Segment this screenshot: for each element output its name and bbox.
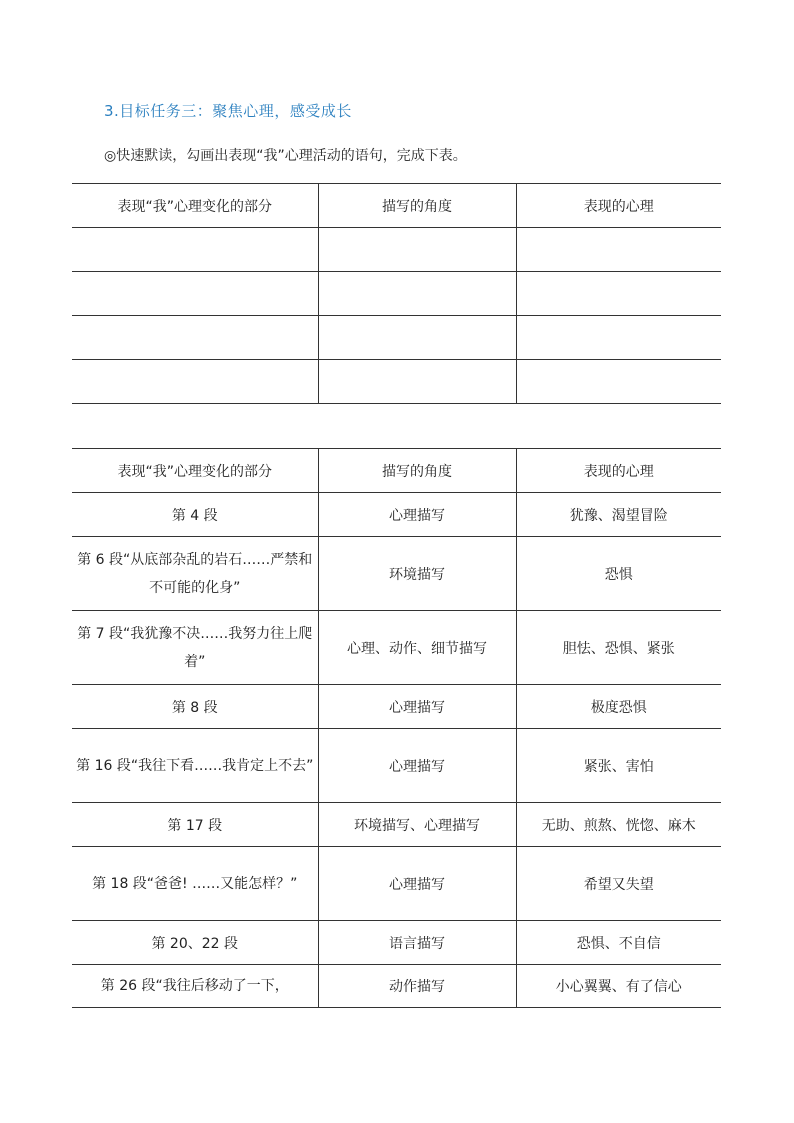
row-part: 第 7 段“我犹豫不决……我努力往上爬着” bbox=[72, 611, 318, 685]
row-part: 第 17 段 bbox=[72, 803, 318, 847]
row-mind: 恐惧、不自信 bbox=[516, 921, 721, 965]
table-header-row bbox=[72, 449, 721, 493]
blank-cell[interactable] bbox=[516, 360, 721, 404]
row-mind: 无助、煎熬、恍惚、麻木 bbox=[516, 803, 721, 847]
blank-cell[interactable] bbox=[318, 316, 516, 360]
header-part: 表现“我”心理变化的部分 bbox=[72, 449, 318, 493]
table-row bbox=[72, 803, 721, 847]
section-heading: 3.目标任务三：聚焦心理，感受成长 bbox=[104, 102, 352, 120]
task-instruction: ◎快速默读，勾画出表现“我”心理活动的语句，完成下表。 bbox=[104, 148, 467, 164]
row-part: 第 6 段“从底部杂乱的岩石……严禁和不可能的化身” bbox=[72, 537, 318, 611]
blank-cell[interactable] bbox=[72, 316, 318, 360]
blank-row bbox=[72, 228, 721, 272]
row-part: 第 20、22 段 bbox=[72, 921, 318, 965]
row-mind: 犹豫、渴望冒险 bbox=[516, 493, 721, 537]
row-part: 第 18 段“爸爸! ……又能怎样？” bbox=[72, 847, 318, 921]
table-row bbox=[72, 611, 721, 685]
header-part: 表现“我”心理变化的部分 bbox=[72, 184, 318, 228]
row-part: 第 16 段“我往下看……我肯定上不去” bbox=[72, 729, 318, 803]
blank-cell[interactable] bbox=[318, 272, 516, 316]
row-mind: 希望又失望 bbox=[516, 847, 721, 921]
row-angle: 动作描写 bbox=[318, 965, 516, 1008]
header-angle: 描写的角度 bbox=[318, 184, 516, 228]
row-angle: 心理描写 bbox=[318, 493, 516, 537]
row-angle: 心理、动作、细节描写 bbox=[318, 611, 516, 685]
row-angle: 心理描写 bbox=[318, 729, 516, 803]
blank-cell[interactable] bbox=[72, 360, 318, 404]
table-row bbox=[72, 493, 721, 537]
row-part: 第 4 段 bbox=[72, 493, 318, 537]
table-row bbox=[72, 685, 721, 729]
blank-cell[interactable] bbox=[516, 228, 721, 272]
row-angle: 语言描写 bbox=[318, 921, 516, 965]
header-angle: 描写的角度 bbox=[318, 449, 516, 493]
blank-cell[interactable] bbox=[516, 272, 721, 316]
blank-row bbox=[72, 360, 721, 404]
table-row bbox=[72, 537, 721, 611]
row-mind: 胆怯、恐惧、紧张 bbox=[516, 611, 721, 685]
row-angle: 心理描写 bbox=[318, 685, 516, 729]
blank-cell[interactable] bbox=[516, 316, 721, 360]
table-header-row bbox=[72, 184, 721, 228]
blank-cell[interactable] bbox=[72, 272, 318, 316]
row-mind: 小心翼翼、有了信心 bbox=[516, 965, 721, 1008]
row-angle: 心理描写 bbox=[318, 847, 516, 921]
answer-table bbox=[72, 448, 721, 1008]
row-angle: 环境描写、心理描写 bbox=[318, 803, 516, 847]
blank-cell[interactable] bbox=[318, 228, 516, 272]
blank-worksheet-table bbox=[72, 183, 721, 404]
table-row bbox=[72, 847, 721, 921]
table-row bbox=[72, 729, 721, 803]
row-mind: 紧张、害怕 bbox=[516, 729, 721, 803]
blank-row bbox=[72, 316, 721, 360]
header-mind: 表现的心理 bbox=[516, 184, 721, 228]
blank-cell[interactable] bbox=[318, 360, 516, 404]
blank-cell[interactable] bbox=[72, 228, 318, 272]
row-part: 第 8 段 bbox=[72, 685, 318, 729]
row-angle: 环境描写 bbox=[318, 537, 516, 611]
blank-row bbox=[72, 272, 721, 316]
table-row bbox=[72, 921, 721, 965]
row-mind: 恐惧 bbox=[516, 537, 721, 611]
row-mind: 极度恐惧 bbox=[516, 685, 721, 729]
header-mind: 表现的心理 bbox=[516, 449, 721, 493]
table-row bbox=[72, 965, 721, 1008]
row-part: 第 26 段“我往后移动了一下， bbox=[72, 965, 318, 1008]
